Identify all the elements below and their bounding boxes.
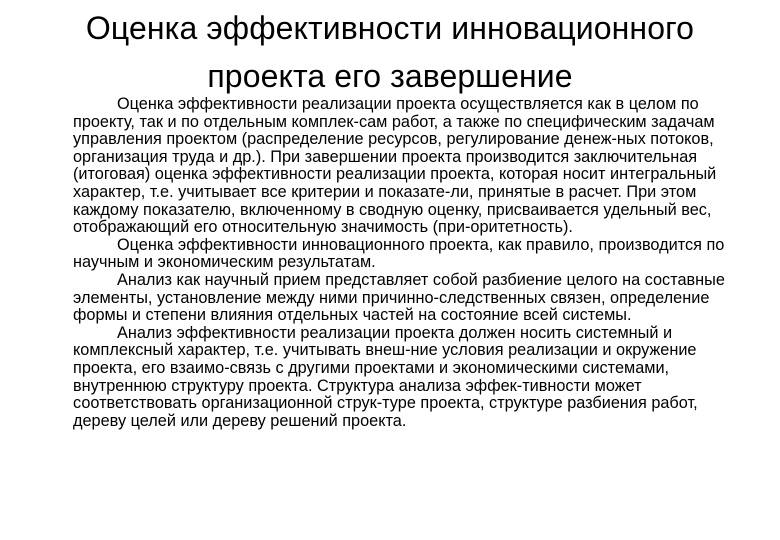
slide-body xyxy=(73,96,743,430)
slide-title xyxy=(40,4,740,100)
paragraph-efficiency-evaluation: Оценка эффективности реализации проекта осуществляется как в целом по проекту, так и по отдельным комплек-сам работ, а также по специфическим задачам управления проектом (распределение ресурсов, регулирование денеж-ных потоков, организация труда и др.). При завершении проекта производится заключительная (итоговая) оценка эффективности реализации проекта, которая носит интегральный характер, т.е. учитывает все критерии и показате-ли, принятые в расчет. При этом каждому показателю, включенному в сводную оценку, присваивается удельный вес, отображающий его относительную значимость (при-оритетность). xyxy=(73,95,717,237)
slide-title-line-1: Оценка эффективности инновационного xyxy=(85,10,695,46)
paragraph-innovation-results: Оценка эффективности инновационного проекта, как правило, производится по научным и экономическим результатам. xyxy=(73,235,725,272)
slide-title-line-2: проекта его завершение xyxy=(207,58,573,94)
paragraph-systemic-analysis: Анализ эффективности реализации проекта должен носить системный и комплексный характер, т.е. учитывать внеш-ние условия реализации и окружение проекта, его взаимо-связь с другими проектами и экономическими системами, внутреннюю структуру проекта. Структура анализа эффек-тивности может соответствовать организационной струк-туре проекта, структуре разбиения работ, дереву целей или дереву решений проекта. xyxy=(73,323,698,430)
paragraph-analysis-definition: Анализ как научный прием представляет собой разбиение целого на составные элементы, установление между ними причинно-следственных связен, определение формы и степени влияния отдельных частей на состояние всей системы. xyxy=(73,270,725,325)
